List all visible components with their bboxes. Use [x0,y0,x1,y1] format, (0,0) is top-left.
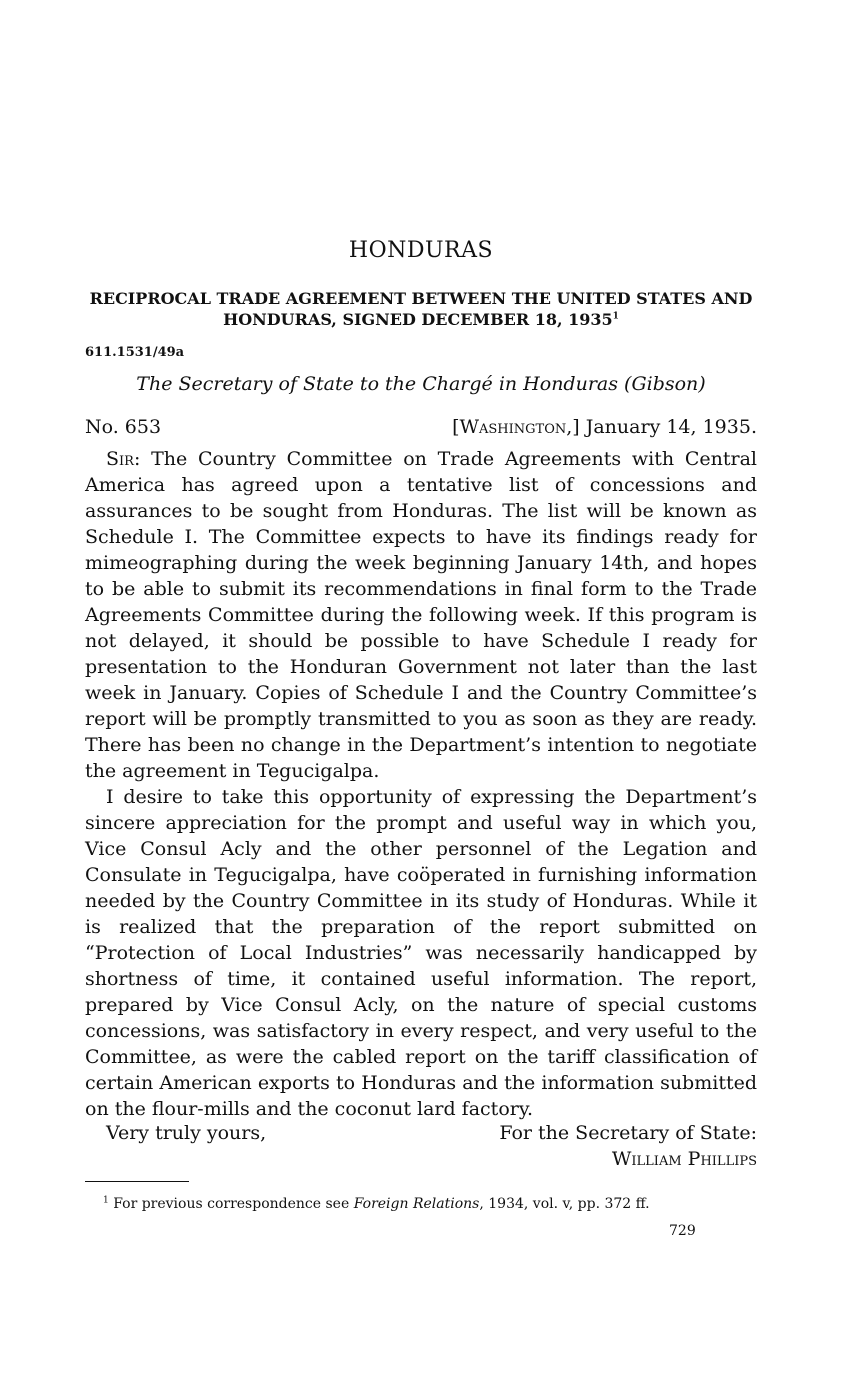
document-number: No. 653 [85,416,162,438]
document-address: The Secretary of State to the Chargé in Honduras (Gibson) [136,373,706,395]
country-heading: HONDURAS [348,238,494,263]
footnote-marker: 1 [103,1195,109,1206]
salutation: Sir [106,448,134,470]
valediction: Very truly yours, [106,1122,267,1144]
place-and-date [452,416,757,438]
body-paragraph [85,446,757,784]
signature: William Phillips [611,1148,757,1170]
file-reference: 611.1531/49a [85,345,185,360]
agreement-title [85,288,757,330]
for-line: For the Secretary of State: [499,1122,757,1144]
dateline [85,416,757,438]
paragraph-text: : The Country Committee on Trade Agreements with Central America has agreed upon a tentative list of concessions and assurances to be sought from Honduras. The list will be known as Schedule I. The Committee expects to have its findings ready for mimeographing during the week beginning January 14th, and hopes to be able to submit its recommendations in final form to the Trade Agreements Committee during the following week. If this program is not delayed, it should be possible to have Schedule I ready for presentation to the Honduran Government not later than the last week in January. Copies of Schedule I and the Country Committee’s report will be promptly transmitted to you as soon as they are ready. There has been no change in the Department’s intention to negotiate the agreement in Tegucigalpa. [85,448,757,782]
footnote-suffix: , 1934, vol. v, pp. 372 ff. [479,1196,650,1212]
page-number: 729 [669,1223,696,1239]
footnote-divider [85,1181,189,1182]
date: January 14, 1935. [585,416,757,438]
footnote [103,1196,650,1212]
letter-body [85,446,757,1122]
footnote-prefix: For previous correspondence see [113,1196,354,1212]
agreement-title-text: RECIPROCAL TRADE AGREEMENT BETWEEN THE UNITED STATES AND HONDURAS, SIGNED DECEMBER 18, 1935 [89,289,753,329]
body-paragraph: I desire to take this opportunity of expressing the Department’s sincere appreciation for the prompt and useful way in which you, Vice Consul Acly and the other personnel of the Legation and Consulate in Tegucigalpa, have coöperated in furnishing information needed by the Country Committee in its study of Honduras. While it is realized that the preparation of the report submitted on “Protection of Local Industries” was necessarily handicapped by shortness of time, it contained useful information. The report, prepared by Vice Consul Acly, on the nature of special customs concessions, was satisfactory in every respect, and very useful to the Committee, as were the cabled report on the tariff classification of certain American exports to Honduras and the information submitted on the flour-mills and the coconut lard factory. [85,786,757,1120]
title-footnote-marker: 1 [612,311,619,322]
footnote-source: Foreign Relations [353,1196,480,1212]
signature-block [499,1120,757,1172]
place: [Washington,] [452,416,580,438]
